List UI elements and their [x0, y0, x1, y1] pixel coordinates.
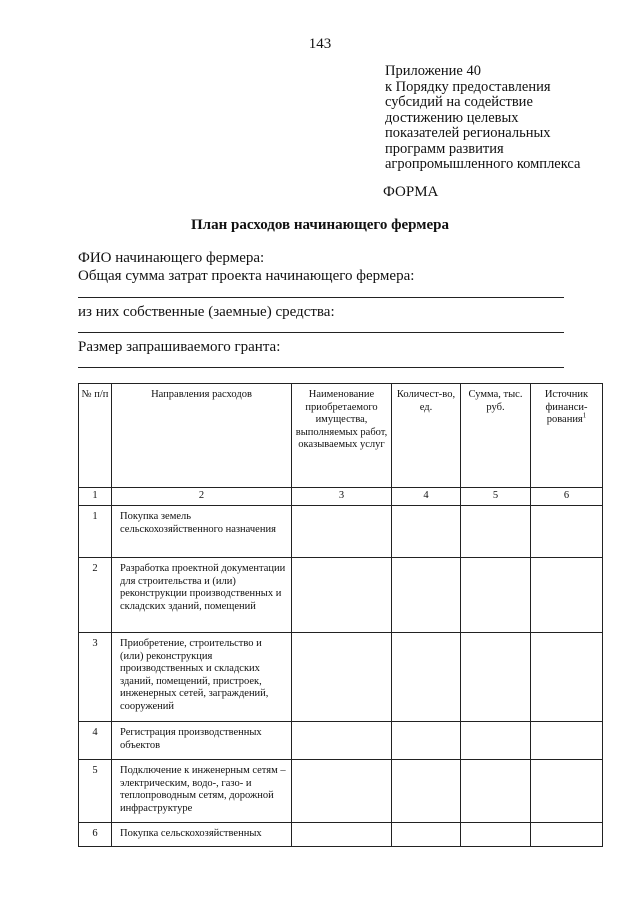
item-name-cell: [292, 506, 392, 558]
row-number: 3: [79, 633, 112, 722]
quantity-cell: [392, 760, 461, 823]
table-row: [79, 633, 603, 722]
item-name-cell: [292, 760, 392, 823]
quantity-cell: [392, 722, 461, 760]
item-name-cell: [292, 722, 392, 760]
column-index: 3: [292, 488, 392, 506]
appendix-note: [385, 64, 580, 173]
header-sum: Сумма, тыс. руб.: [461, 384, 531, 488]
appendix-line: Приложение 40: [385, 63, 481, 79]
sum-cell: [461, 633, 531, 722]
item-name-cell: [292, 823, 392, 847]
sum-cell: [461, 722, 531, 760]
form-label: ФОРМА: [383, 184, 439, 200]
column-index: 4: [392, 488, 461, 506]
expense-direction: Покупка земель сельскохозяйственного назначения: [112, 506, 292, 558]
header-num: № п/п: [79, 384, 112, 488]
source-cell: [531, 722, 603, 760]
own-funds-fill-line: [78, 332, 564, 333]
appendix-line: достижению целевых: [385, 109, 519, 126]
header-source: [531, 384, 603, 488]
table-row: [79, 506, 603, 558]
column-index-row: [79, 488, 603, 506]
expense-direction: Подключение к инженерным сетям – электрическим, водо-, газо- и теплопроводным сетям, дорожной инфраструктуре: [112, 760, 292, 823]
appendix-line: агропромышленного комплекса: [385, 156, 581, 172]
total-cost-field-label: Общая сумма затрат проекта начинающего фермера:: [78, 268, 415, 284]
total-cost-fill-line: [78, 297, 564, 298]
column-index: 5: [461, 488, 531, 506]
header-source-text: Источник финанси-рования: [544, 389, 589, 425]
table-row: [79, 760, 603, 823]
footnote-mark: 1: [582, 411, 587, 420]
row-number: 2: [79, 558, 112, 633]
grant-fill-line: [78, 367, 564, 368]
row-number: 6: [79, 823, 112, 847]
header-item-name: Наименование приобретаемого имущества, выполняемых работ, оказываемых услуг: [292, 384, 392, 488]
source-cell: [531, 558, 603, 633]
expense-direction: Разработка проектной документации для строительства и (или) реконструкции производственных и складских зданий, помещений: [112, 558, 292, 633]
source-cell: [531, 633, 603, 722]
row-number: 5: [79, 760, 112, 823]
source-cell: [531, 760, 603, 823]
row-number: 1: [79, 506, 112, 558]
item-name-cell: [292, 633, 392, 722]
document-title: План расходов начинающего фермера: [191, 217, 449, 233]
expense-direction: Покупка сельскохозяйственных: [112, 823, 292, 847]
appendix-line: к Порядку предоставления: [385, 78, 551, 95]
column-index: 2: [112, 488, 292, 506]
table-row: [79, 558, 603, 633]
appendix-line: показателей региональных: [385, 125, 551, 141]
expense-direction: Приобретение, строительство и (или) реконструкция производственных и складских зданий, помещений, пристроек, инженерных сетей, заграждений, сооружений: [112, 633, 292, 722]
table-row: [79, 722, 603, 760]
expense-direction: Регистрация производственных объектов: [112, 722, 292, 760]
appendix-line: программ развития: [385, 140, 504, 157]
header-quantity: Количест-во, ед.: [392, 384, 461, 488]
table-header-row: [79, 384, 603, 488]
quantity-cell: [392, 506, 461, 558]
grant-field-label: Размер запрашиваемого гранта:: [78, 339, 281, 355]
page-number: 143: [308, 36, 332, 52]
expense-plan-table: [78, 383, 603, 847]
source-cell: [531, 823, 603, 847]
sum-cell: [461, 823, 531, 847]
header-direction: Направления расходов: [112, 384, 292, 488]
appendix-line: субсидий на содействие: [385, 94, 533, 110]
sum-cell: [461, 760, 531, 823]
source-cell: [531, 506, 603, 558]
quantity-cell: [392, 558, 461, 633]
item-name-cell: [292, 558, 392, 633]
quantity-cell: [392, 633, 461, 722]
table-row: [79, 823, 603, 847]
column-index: 6: [531, 488, 603, 506]
sum-cell: [461, 506, 531, 558]
column-index: 1: [79, 488, 112, 506]
sum-cell: [461, 558, 531, 633]
own-funds-field-label: из них собственные (заемные) средства:: [78, 304, 335, 320]
fio-field-label: ФИО начинающего фермера:: [78, 250, 265, 266]
quantity-cell: [392, 823, 461, 847]
row-number: 4: [79, 722, 112, 760]
